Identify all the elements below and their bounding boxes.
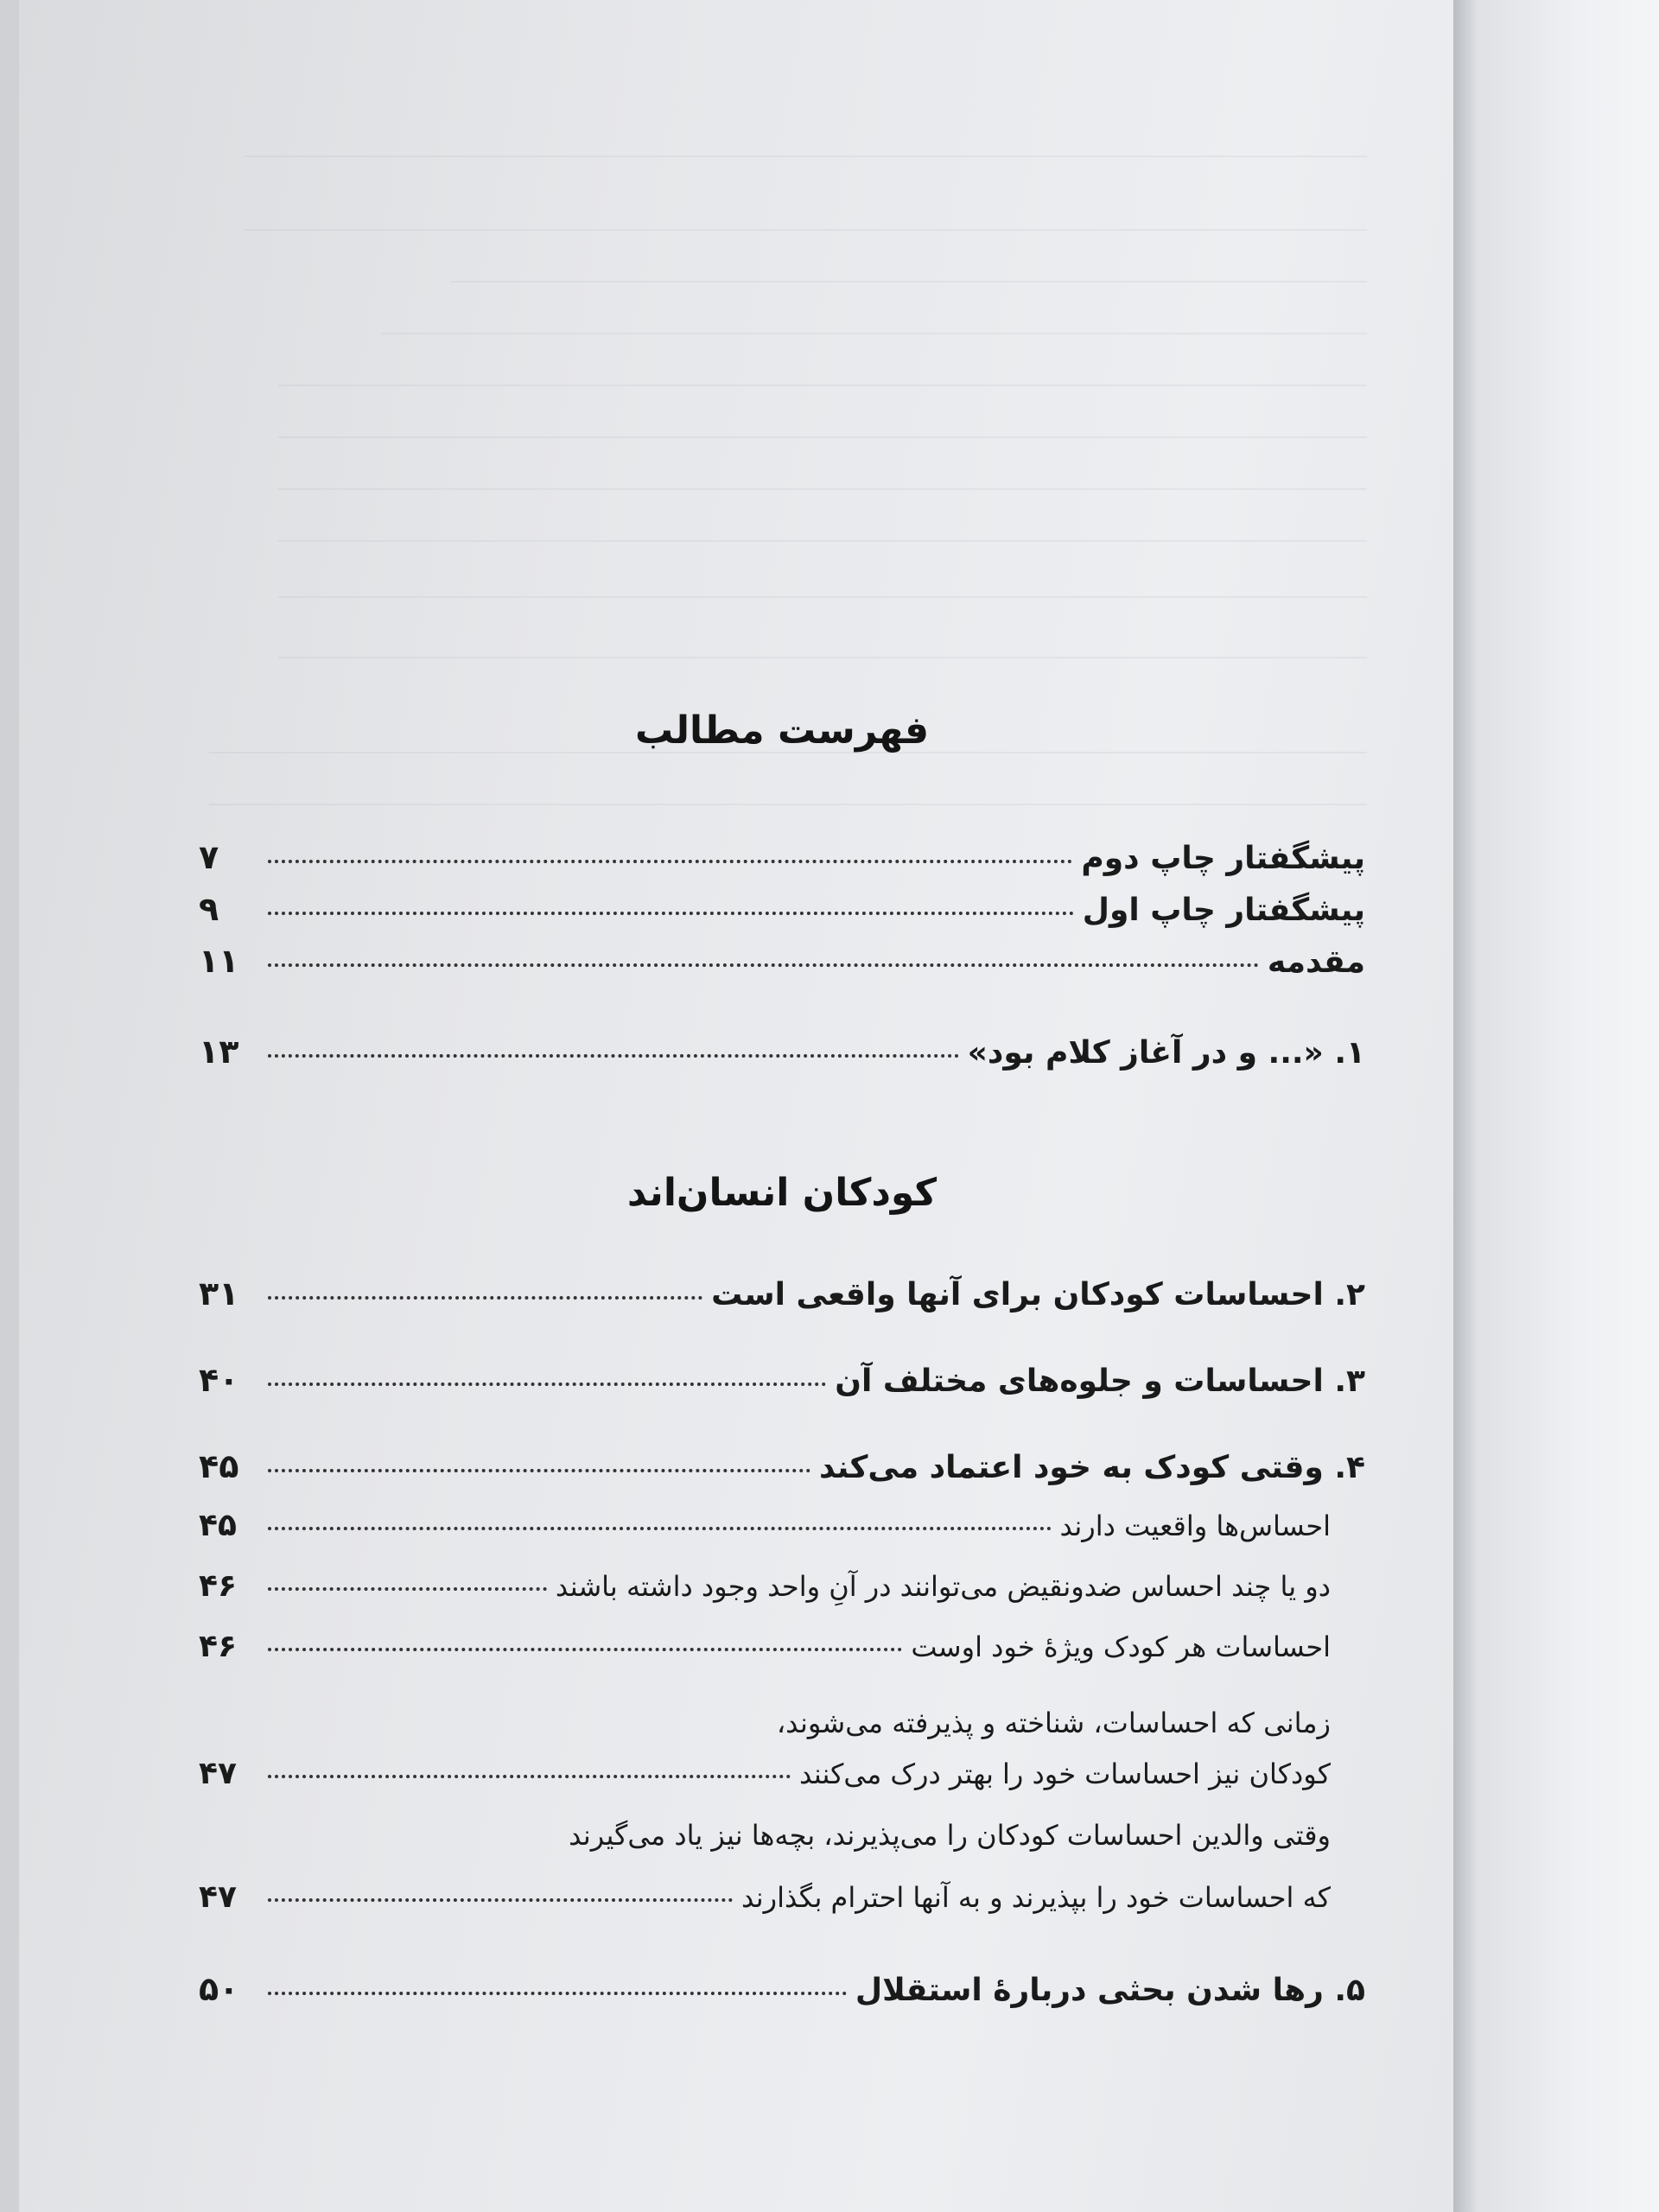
entry-title: ۵. رها شدن بحثی دربارهٔ استقلال: [855, 1973, 1365, 2008]
leader-dots: [268, 1992, 847, 1995]
toc-entry: [199, 890, 1365, 928]
entry-title: کودکان نیز احساسات خود را بهتر درک می‌کنند: [799, 1758, 1331, 1790]
page-number: ۹: [199, 890, 219, 928]
page-number: ۱۱: [199, 942, 239, 980]
toc-subentry: [199, 1756, 1365, 1791]
toc-subentry: [199, 1879, 1365, 1915]
leader-dots: [268, 1469, 810, 1472]
entry-title: که احساسات خود را بپذیرند و به آنها احترام بگذارند: [741, 1881, 1331, 1914]
toc-subentry: [199, 1629, 1365, 1664]
subentry-first-line: زمانی که احساسات، شناخته و پذیرفته می‌شوند،: [776, 1707, 1331, 1739]
page-number: ۴۰: [199, 1361, 239, 1399]
leader-dots: [268, 1296, 702, 1300]
leader-dots: [268, 1775, 791, 1778]
page-number: ۴۵: [199, 1447, 239, 1485]
leader-dots: [268, 1054, 959, 1058]
leader-dots: [268, 860, 1072, 863]
leader-dots: [268, 1527, 1052, 1530]
toc-entry: [199, 838, 1365, 876]
leader-dots: [268, 1382, 826, 1386]
table-of-contents: [199, 674, 1365, 2091]
page-number: ۴۶: [199, 1629, 237, 1664]
page-number: ۱۳: [199, 1033, 239, 1071]
page-number: ۴۵: [199, 1508, 237, 1543]
subentry-first-line: وقتی والدین احساسات کودکان را می‌پذیرند، بچه‌ها نیز یاد می‌گیرند: [569, 1819, 1331, 1852]
toc-entry: [199, 1361, 1365, 1399]
page-number: ۴۶: [199, 1568, 237, 1604]
toc-title: فهرست مطالب: [634, 709, 930, 753]
entry-title: ۲. احساسات کودکان برای آنها واقعی است: [711, 1277, 1365, 1313]
page-number: ۳۱: [199, 1274, 239, 1313]
toc-entry: [199, 1033, 1365, 1071]
page-number: ۴۷: [199, 1756, 237, 1791]
entry-title: دو یا چند احساس ضدونقیض می‌توانند در آنِ واحد وجود داشته باشند: [555, 1570, 1331, 1603]
entry-title: احساسات هر کودک ویژهٔ خود اوست: [911, 1630, 1331, 1663]
toc-subentry: [199, 1508, 1365, 1543]
page-number: ۵۰: [199, 1970, 239, 2008]
part-title: کودکان انسان‌اند: [626, 1171, 938, 1215]
page-number: ۷: [199, 838, 219, 876]
leader-dots: [268, 912, 1074, 915]
entry-title: ۳. احساسات و جلوه‌های مختلف آن: [835, 1363, 1365, 1399]
leader-dots: [268, 1587, 547, 1591]
entry-title: ۱. «... و در آغاز کلام بود»: [967, 1035, 1365, 1071]
next-page-edge: [1453, 0, 1659, 2212]
leader-dots: [268, 1898, 733, 1902]
entry-title: احساس‌ها واقعیت دارند: [1059, 1510, 1331, 1542]
toc-entry: [199, 1447, 1365, 1485]
entry-title: مقدمه: [1267, 944, 1365, 980]
leader-dots: [268, 1648, 902, 1651]
entry-title: پیشگفتار چاپ دوم: [1081, 841, 1365, 876]
toc-subentry: [199, 1568, 1365, 1604]
page-number: ۴۷: [199, 1879, 237, 1915]
toc-entry: [199, 1274, 1365, 1313]
entry-title: پیشگفتار چاپ اول: [1082, 893, 1365, 928]
leader-dots: [268, 963, 1259, 967]
toc-entry: [199, 1970, 1365, 2008]
entry-title: ۴. وقتی کودک به خود اعتماد می‌کند: [819, 1450, 1365, 1485]
toc-entry: [199, 942, 1365, 980]
